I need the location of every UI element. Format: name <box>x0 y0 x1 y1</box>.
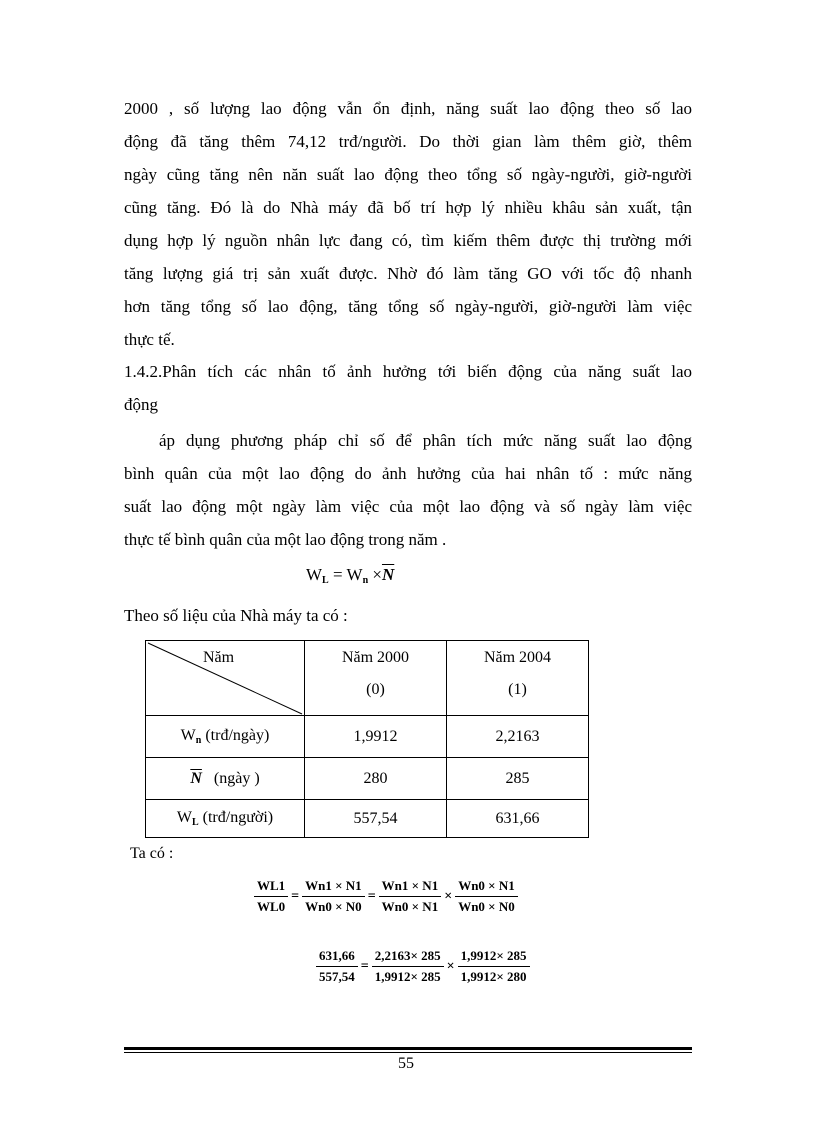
paragraph-1 <box>124 92 692 356</box>
header-col-2000 <box>305 641 447 716</box>
text-line: tăng lượng giá trị sản xuất được. Nhờ đó làm tăng GO với tốc độ nhanh <box>124 264 692 283</box>
text-line: suất lao động một ngày làm việc của một lao động và số ngày làm việc <box>124 497 692 516</box>
text-line: bình quân của một lao động do ảnh hưởng của hai nhân tố : mức năng <box>124 464 692 483</box>
heading-line: 1.4.2.Phân tích các nhân tố ảnh hưởng tới biến động của năng suất lao <box>124 362 692 381</box>
equals-sign: = <box>360 958 369 974</box>
value-2000: 1,9912 <box>305 716 447 758</box>
unit: (trđ/người) <box>202 809 274 826</box>
times-sign: × <box>444 888 453 904</box>
text-line: ngày cũng tăng nên năn suất lao động theo tổng số ngày-người, giờ-người <box>124 165 692 184</box>
fraction: $\frac{Wn1 \times N1}{Wn0 \times N0}$ <box>302 878 365 915</box>
subscript: n <box>362 575 369 586</box>
text-line: thực tế. <box>124 330 175 349</box>
formula-decomposition <box>254 878 518 915</box>
unit: (trđ/ngày) <box>205 727 270 744</box>
heading-line: động <box>124 395 158 414</box>
equals-sign: = <box>291 888 300 904</box>
formula-wl <box>306 565 394 586</box>
fraction: $\frac{631,66}{557,54}$ <box>316 948 358 985</box>
symbol-w: W <box>306 565 323 584</box>
equals-sign: = <box>332 565 343 584</box>
subscript: L <box>191 817 199 828</box>
text-line: hơn tăng tổng số lao động, tăng tổng số ngày-người, giờ-người làm việc <box>124 297 692 316</box>
times-sign: × <box>446 958 455 974</box>
symbol-w: W <box>346 565 363 584</box>
year-label: Năm 2004 <box>483 649 552 666</box>
table-row <box>146 800 589 838</box>
fraction: $\frac{Wn1 \times N1}{Wn0 \times N1}$ <box>379 878 442 915</box>
symbol: W <box>180 727 196 744</box>
intro-text: Theo số liệu của Nhà máy ta có : <box>124 606 348 625</box>
row-label <box>146 758 305 800</box>
header-col-2004 <box>447 641 589 716</box>
header-diagonal-cell <box>146 641 305 716</box>
footer-rule-thin <box>124 1052 692 1053</box>
value-2000: 557,54 <box>305 800 447 838</box>
text-line: dụng hợp lý nguồn nhân lực đang có, tìm kiếm thêm được thị trường mới <box>124 231 692 250</box>
text-line: động đã tăng thêm 74,12 trđ/người. Do thời gian làm thêm giờ, thêm <box>124 132 692 151</box>
value-2000: 280 <box>305 758 447 800</box>
value-2004: 2,2163 <box>447 716 589 758</box>
equals-sign: = <box>367 888 376 904</box>
subscript: L <box>322 575 329 586</box>
footer-rule-thick <box>124 1047 692 1050</box>
year-label: Năm 2000 <box>341 649 410 666</box>
paragraph-2 <box>124 424 692 556</box>
fraction: $\frac{1,9912\times 285}{1,9912\times 280}$ <box>458 948 530 985</box>
section-heading <box>124 355 692 421</box>
value-2004: 285 <box>447 758 589 800</box>
fraction: $\frac{2,2163\times 285}{1,9912\times 285}$ <box>372 948 444 985</box>
fraction: $\frac{Wn0 \times N1}{Wn0 \times N0}$ <box>455 878 518 915</box>
row-label <box>146 800 305 838</box>
text-line: cũng tăng. Đó là do Nhà máy đã bố trí hợp lý nhiều khâu sản xuất, tận <box>124 198 692 217</box>
table-row <box>146 758 589 800</box>
text-line: 2000 , số lượng lao động vẫn ổn định, năng suất lao động theo số lao <box>124 99 692 118</box>
formula-numeric <box>316 948 530 985</box>
symbol-n-bar: $\overline{N}$ <box>190 769 202 787</box>
symbol: W <box>176 809 192 826</box>
row-label <box>146 716 305 758</box>
times-sign: × <box>372 565 382 584</box>
text-line: áp dụng phương pháp chỉ số để phân tích mức năng suất lao động <box>159 431 692 450</box>
unit: (ngày ) <box>213 769 260 787</box>
data-table <box>145 640 589 838</box>
page-number: 55 <box>398 1055 414 1072</box>
index-label: (1) <box>508 681 527 698</box>
value-2004: 631,66 <box>447 800 589 838</box>
index-label: (0) <box>366 681 385 698</box>
taco-text: Ta có : <box>130 845 174 862</box>
table-row <box>146 716 589 758</box>
symbol-n-bar: $\overline{N}$ <box>381 565 395 584</box>
subscript: n <box>195 735 202 746</box>
text-line: thực tế bình quân của một lao động trong năm . <box>124 530 447 549</box>
table-header-row <box>146 641 589 716</box>
fraction: $\frac{WL1}{WL0}$ <box>254 878 288 915</box>
header-label: Năm <box>203 649 235 666</box>
